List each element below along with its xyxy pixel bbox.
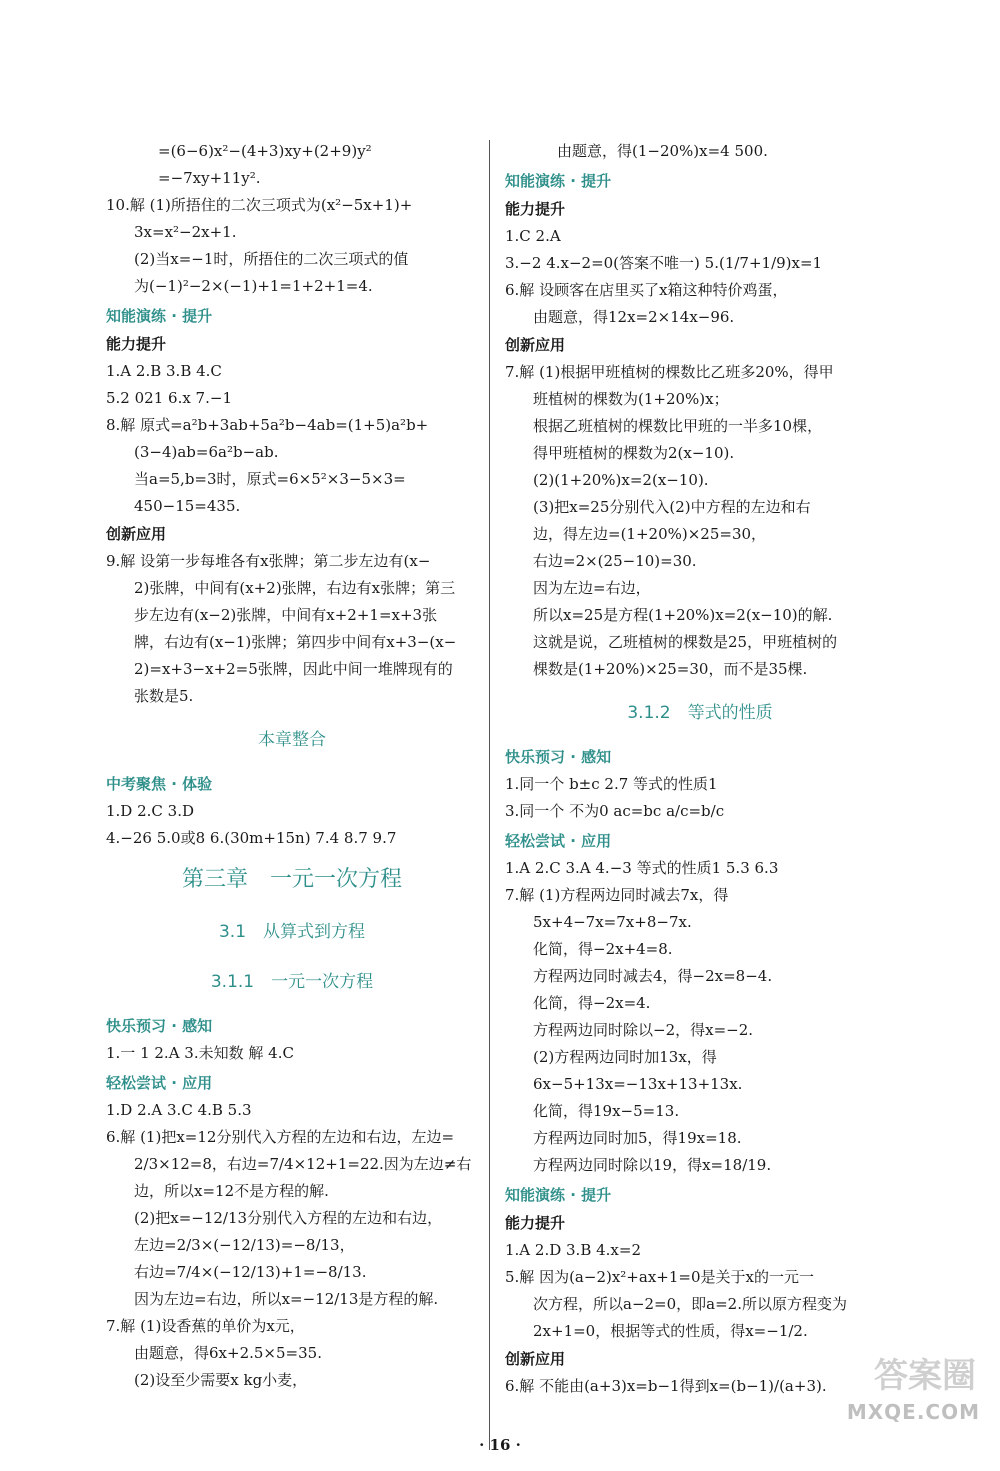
answer-line: 1.同一个 b±c 2.7 等式的性质1 — [505, 775, 718, 793]
watermark-site: MXQE.COM — [846, 1400, 980, 1424]
answer-line: 2/3×12=8，右边=7/4×12+1=22.因为左边≠右 — [134, 1155, 472, 1173]
answer-line: 7.解 (1)设香蕉的单价为x元， — [106, 1317, 305, 1335]
answer-line: 1.C 2.A — [505, 227, 561, 245]
answer-line: (2)当x=−1时，所捂住的二次三项式的值 — [134, 250, 409, 268]
answer-line: 由题意，得12x=2×14x−96. — [533, 308, 735, 326]
section-heading: 能力提升 — [106, 335, 167, 353]
answer-line: 因为左边=右边， — [533, 579, 651, 597]
answer-line: 6.解 (1)把x=12分别代入方程的左边和右边，左边= — [106, 1128, 455, 1146]
answer-line: 右边=7/4×(−12/13)+1=−8/13. — [134, 1263, 367, 1281]
answer-line: 450−15=435. — [134, 497, 241, 515]
answer-line: 10.解 (1)所捂住的二次三项式为(x²−5x+1)+ — [106, 196, 413, 214]
answer-line: =−7xy+11y². — [158, 169, 261, 187]
section-title: 第三章 一元一次方程 — [181, 867, 402, 892]
answer-line: 张数是5. — [134, 687, 194, 705]
section-heading: 创新应用 — [505, 1350, 566, 1368]
answer-line: 得甲班植树的棵数为2(x−10). — [533, 444, 735, 462]
answer-line: 右边=2×(25−10)=30. — [533, 552, 697, 570]
answer-line: 边，得左边=(1+20%)×25=30， — [533, 525, 767, 543]
section-heading: 快乐预习 · 感知 — [505, 748, 612, 766]
watermark-logo: 答案圈 — [874, 1356, 976, 1396]
section-heading: 知能演练 · 提升 — [505, 172, 612, 190]
answer-line: 7.解 (1)根据甲班植树的棵数比乙班多20%，得甲 — [505, 363, 834, 381]
answer-line: 班植树的棵数为(1+20%)x； — [533, 390, 729, 408]
answer-line: 2x+1=0，根据等式的性质，得x=−1/2. — [533, 1322, 808, 1340]
answer-line: (2)方程两边同时加13x，得 — [533, 1048, 717, 1066]
answer-line: (2)设至少需要x kg小麦， — [134, 1371, 308, 1389]
section-heading: 轻松尝试 · 应用 — [505, 832, 612, 850]
answer-line: 2)=x+3−x+2=5张牌，因此中间一堆牌现有的 — [134, 660, 453, 678]
answer-line: 化简，得−2x=4. — [533, 994, 651, 1012]
left-column — [106, 138, 478, 1394]
answer-line: 当a=5,b=3时，原式=6×5²×3−5×3= — [134, 470, 406, 488]
section-title: 3.1.1 一元一次方程 — [210, 972, 374, 992]
section-heading: 轻松尝试 · 应用 — [106, 1074, 213, 1092]
answer-line: 1.一 1 2.A 3.未知数 解 4.C — [106, 1044, 294, 1062]
answer-line: 方程两边同时加5，得19x=18. — [533, 1129, 742, 1147]
column-divider — [489, 140, 490, 1450]
answer-line: 牌，右边有(x−1)张牌；第四步中间有x+3−(x− — [134, 633, 457, 651]
answer-line: 边，所以x=12不是方程的解. — [134, 1182, 329, 1200]
answer-line: 化简，得−2x+4=8. — [533, 940, 673, 958]
answer-line: =(6−6)x²−(4+3)xy+(2+9)y² — [158, 142, 372, 160]
answer-line: 9.解 设第一步每堆各有x张牌；第二步左边有(x− — [106, 552, 431, 570]
answer-line: 3.同一个 不为0 ac=bc a/c=b/c — [505, 802, 725, 820]
answer-line: 因为左边=右边，所以x=−12/13是方程的解. — [134, 1290, 439, 1308]
answer-line: 6.解 不能由(a+3)x=b−1得到x=(b−1)/(a+3). — [505, 1377, 827, 1395]
page-number: · 16 · — [479, 1436, 521, 1454]
answer-line: 7.解 (1)方程两边同时减去7x，得 — [505, 886, 729, 904]
answer-line: 由题意，得(1−20%)x=4 500. — [557, 142, 768, 160]
section-title: 3.1 从算式到方程 — [218, 922, 366, 942]
answer-line: 3.−2 4.x−2=0(答案不唯一) 5.(1/7+1/9)x=1 — [505, 254, 823, 272]
answer-line: 根据乙班植树的棵数比甲班的一半多10棵， — [533, 417, 823, 435]
answer-line: 8.解 原式=a²b+3ab+5a²b−4ab=(1+5)a²b+ — [106, 416, 429, 434]
answer-line: 方程两边同时除以19，得x=18/19. — [533, 1156, 772, 1174]
right-column — [505, 138, 895, 1400]
section-heading: 知能演练 · 提升 — [106, 307, 213, 325]
answer-line: 1.A 2.D 3.B 4.x=2 — [505, 1241, 642, 1259]
answer-line: 左边=2/3×(−12/13)=−8/13， — [134, 1236, 355, 1254]
section-title: 本章整合 — [258, 730, 326, 750]
section-heading: 中考聚焦 · 体验 — [106, 775, 213, 793]
answer-line: 6.解 设顾客在店里买了x箱这种特价鸡蛋， — [505, 281, 788, 299]
answer-line: 3x=x²−2x+1. — [134, 223, 237, 241]
answer-line: 所以x=25是方程(1+20%)x=2(x−10)的解. — [533, 606, 833, 624]
answer-line: 这就是说，乙班植树的棵数是25，甲班植树的 — [533, 633, 838, 651]
answer-line: 步左边有(x−2)张牌，中间有x+2+1=x+3张 — [134, 606, 438, 624]
answer-line: (2)(1+20%)x=2(x−10). — [533, 471, 709, 489]
answer-line: (3−4)ab=6a²b−ab. — [134, 443, 279, 461]
section-heading: 创新应用 — [505, 336, 566, 354]
answer-line: 4.−26 5.0或8 6.(30m+15n) 7.4 8.7 9.7 — [106, 829, 397, 847]
answer-line: 棵数是(1+20%)×25=30，而不是35棵. — [533, 660, 808, 678]
answer-line: 方程两边同时除以−2，得x=−2. — [533, 1021, 754, 1039]
section-title: 3.1.2 等式的性质 — [627, 703, 773, 723]
answer-line: 5.2 021 6.x 7.−1 — [106, 389, 232, 407]
answer-line: 1.D 2.C 3.D — [106, 802, 195, 820]
answer-line: 方程两边同时减去4，得−2x=8−4. — [533, 967, 773, 985]
answer-line: 1.A 2.B 3.B 4.C — [106, 362, 222, 380]
answer-line: 1.A 2.C 3.A 4.−3 等式的性质1 5.3 6.3 — [505, 859, 779, 877]
section-heading: 创新应用 — [106, 525, 167, 543]
answer-line: 2)张牌，中间有(x+2)张牌，右边有x张牌；第三 — [134, 579, 456, 597]
answer-line: 1.D 2.A 3.C 4.B 5.3 — [106, 1101, 252, 1119]
section-heading: 快乐预习 · 感知 — [106, 1017, 213, 1035]
answer-line: 6x−5+13x=−13x+13+13x. — [533, 1075, 743, 1093]
answer-line: 化简，得19x−5=13. — [533, 1102, 680, 1120]
section-heading: 能力提升 — [505, 1214, 566, 1232]
answer-line: (3)把x=25分别代入(2)中方程的左边和右 — [533, 498, 811, 516]
answer-line: 为(−1)²−2×(−1)+1=1+2+1=4. — [134, 277, 373, 295]
answer-line: 次方程，所以a−2=0，即a=2.所以原方程变为 — [533, 1295, 847, 1313]
answer-line: 5.解 因为(a−2)x²+ax+1=0是关于x的一元一 — [505, 1268, 814, 1286]
answer-line: 5x+4−7x=7x+8−7x. — [533, 913, 692, 931]
answer-line: (2)把x=−12/13分别代入方程的左边和右边， — [134, 1209, 443, 1227]
answer-line: 由题意，得6x+2.5×5=35. — [134, 1344, 322, 1362]
section-heading: 能力提升 — [505, 200, 566, 218]
section-heading: 知能演练 · 提升 — [505, 1186, 612, 1204]
